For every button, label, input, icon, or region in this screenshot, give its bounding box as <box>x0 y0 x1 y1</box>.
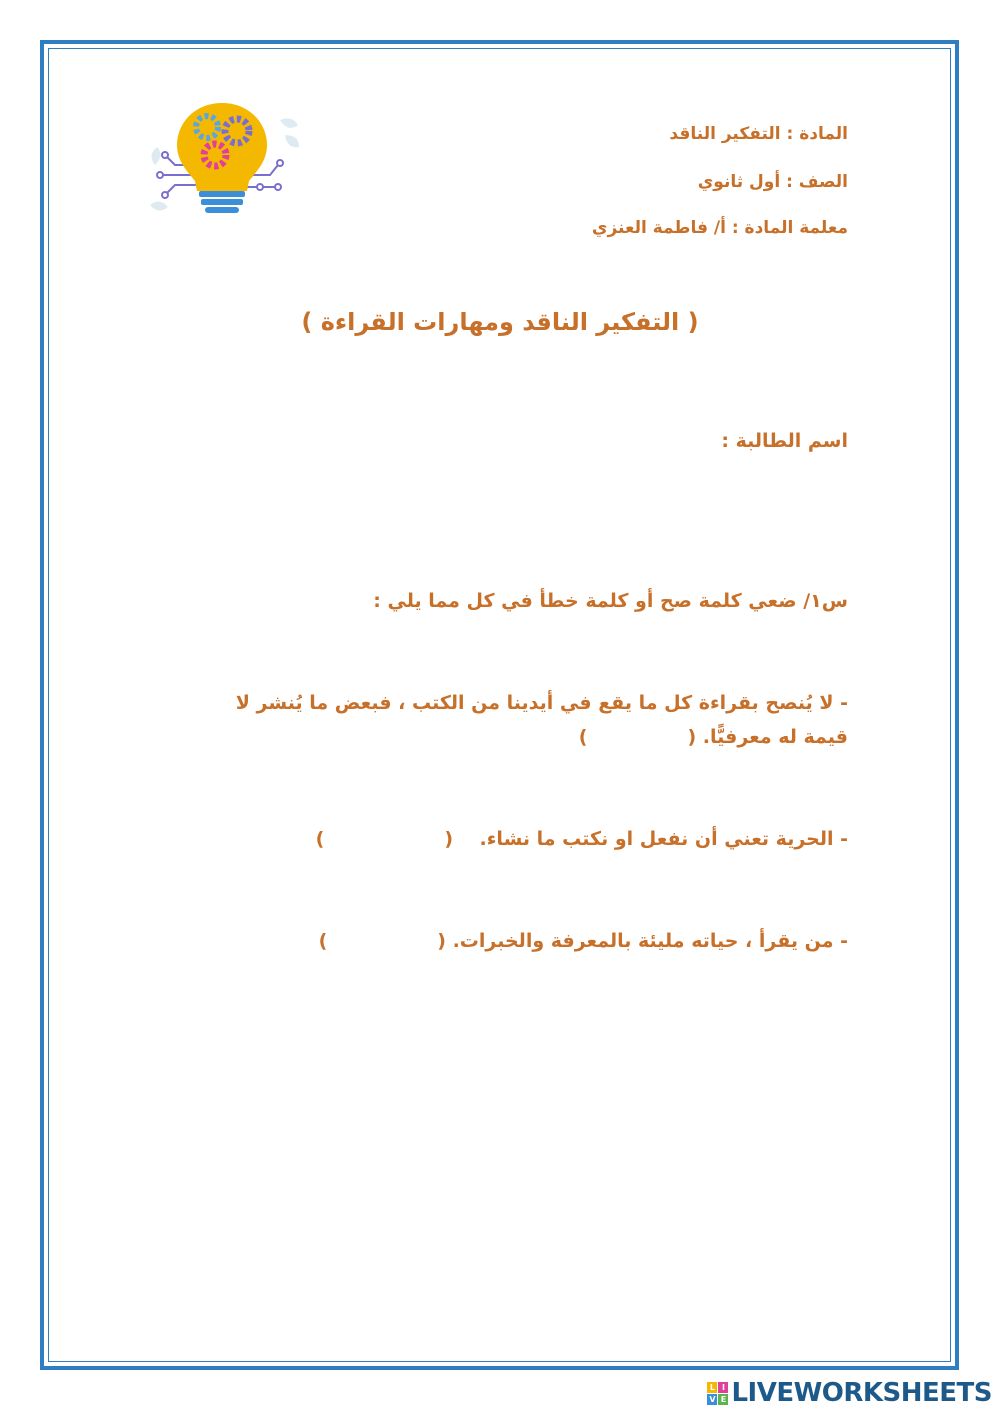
item-1-open-paren: ( <box>687 726 697 748</box>
student-name-label: اسم الطالبة : <box>721 430 848 452</box>
item-3-close-paren: ) <box>318 930 328 952</box>
liveworksheets-logo-icon <box>707 1382 728 1405</box>
logo-letter-e: E <box>718 1394 728 1405</box>
lightbulb-gears-icon <box>145 95 305 225</box>
liveworksheets-footer[interactable] <box>707 1378 992 1408</box>
logo-letter-i: I <box>718 1382 728 1393</box>
worksheet-title: ( التفكير الناقد ومهارات القراءة ) <box>301 308 699 336</box>
item-3-text: - من يقرأ ، حياته مليئة بالمعرفة والخبرات. <box>452 930 848 952</box>
subject-line: المادة : التفكير الناقد <box>669 124 848 144</box>
question-1-item-3 <box>319 930 848 952</box>
item-3-open-paren: ( <box>437 930 446 952</box>
item-1-text: - لا يُنصح بقراءة كل ما يقع في أيدينا من الكتب ، فبعض ما يُنشر لا قيمة له معرفيًّا. <box>235 692 848 748</box>
liveworksheets-brand: LIVEWORKSHEETS <box>731 1378 992 1408</box>
question-1-prompt: س١/ ضعي كلمة صح أو كلمة خطأ في كل مما يلي : <box>373 590 848 612</box>
logo-letter-l: L <box>707 1382 717 1393</box>
item-2-text: - الحرية تعني أن نفعل او نكتب ما نشاء. <box>479 828 848 850</box>
item-2-close-paren: ) <box>315 828 325 850</box>
grade-line: الصف : أول ثانوي <box>697 172 848 192</box>
logo-letter-v: V <box>709 1394 716 1404</box>
teacher-line: معلمة المادة : أ/ فاطمة العنزي <box>591 218 848 238</box>
question-1-item-1 <box>188 686 848 754</box>
item-1-close-paren: ) <box>578 726 588 748</box>
item-2-open-paren: ( <box>444 828 454 850</box>
question-1-item-2 <box>316 828 848 850</box>
